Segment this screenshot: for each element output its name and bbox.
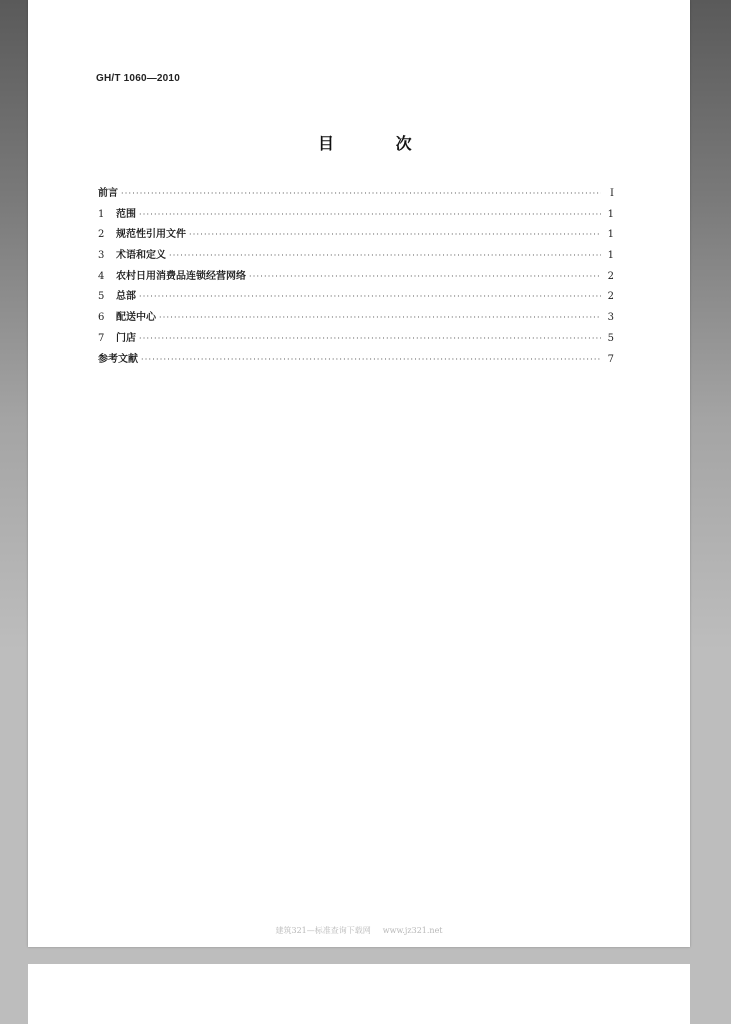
toc-entry-3[interactable] (98, 246, 614, 267)
toc-entry-page: 1 (607, 229, 614, 241)
toc-leader-dots (141, 355, 601, 364)
toc-entry-page: 5 (607, 332, 614, 344)
toc-entry-label: 配送中心 (116, 312, 156, 324)
toc-entry-number: 1 (98, 208, 105, 220)
toc-entry-references[interactable] (98, 350, 614, 371)
toc-title: 目 次 (318, 134, 440, 153)
footer-url: www.jz321.net (382, 926, 443, 935)
toc-leader-dots (121, 189, 601, 198)
toc-leader-dots (249, 272, 601, 281)
toc-entry-page: Ⅰ (610, 188, 614, 199)
toc-entry-number: 6 (98, 312, 105, 324)
toc-entry-foreword[interactable] (98, 184, 614, 205)
standard-code: GH/T 1060—2010 (96, 73, 180, 84)
toc-entry-label: 农村日用消费品连锁经营网络 (116, 270, 246, 282)
toc-entry-number: 4 (98, 270, 105, 282)
toc-entry-page: 1 (607, 250, 614, 262)
toc-entry-1[interactable] (98, 205, 614, 226)
toc-entry-label: 规范性引用文件 (116, 229, 186, 241)
toc-entry-page: 3 (607, 312, 614, 324)
toc-entry-label: 总部 (116, 291, 136, 303)
toc-leader-dots (139, 334, 601, 343)
toc-entry-label: 参考文献 (98, 353, 138, 365)
toc-leader-dots (169, 251, 601, 260)
page-footer-watermark (28, 925, 690, 936)
toc-entry-page: 2 (607, 291, 614, 303)
toc-entry-4[interactable] (98, 267, 614, 288)
document-page (28, 0, 690, 947)
toc-entry-2[interactable] (98, 225, 614, 246)
toc-entry-page: 2 (607, 270, 614, 282)
toc-entry-label: 术语和定义 (116, 250, 166, 262)
toc-entry-page: 1 (607, 208, 614, 220)
toc-leader-dots (159, 313, 601, 322)
table-of-contents (98, 184, 614, 370)
toc-entry-7[interactable] (98, 329, 614, 350)
toc-entry-label: 前言 (98, 188, 118, 199)
toc-leader-dots (139, 210, 601, 219)
toc-entry-number: 2 (98, 229, 105, 241)
toc-entry-number: 5 (98, 291, 105, 303)
toc-entry-5[interactable] (98, 287, 614, 308)
toc-leader-dots (139, 292, 601, 301)
toc-entry-6[interactable] (98, 308, 614, 329)
toc-leader-dots (189, 230, 601, 239)
toc-entry-number: 3 (98, 250, 105, 262)
toc-entry-label: 范围 (116, 208, 136, 220)
next-document-page (28, 964, 690, 1024)
toc-entry-number: 7 (98, 332, 105, 344)
toc-entry-label: 门店 (116, 332, 136, 344)
toc-entry-page: 7 (607, 353, 614, 365)
footer-site-text: 建筑321—标准查询下载网 (275, 926, 371, 935)
